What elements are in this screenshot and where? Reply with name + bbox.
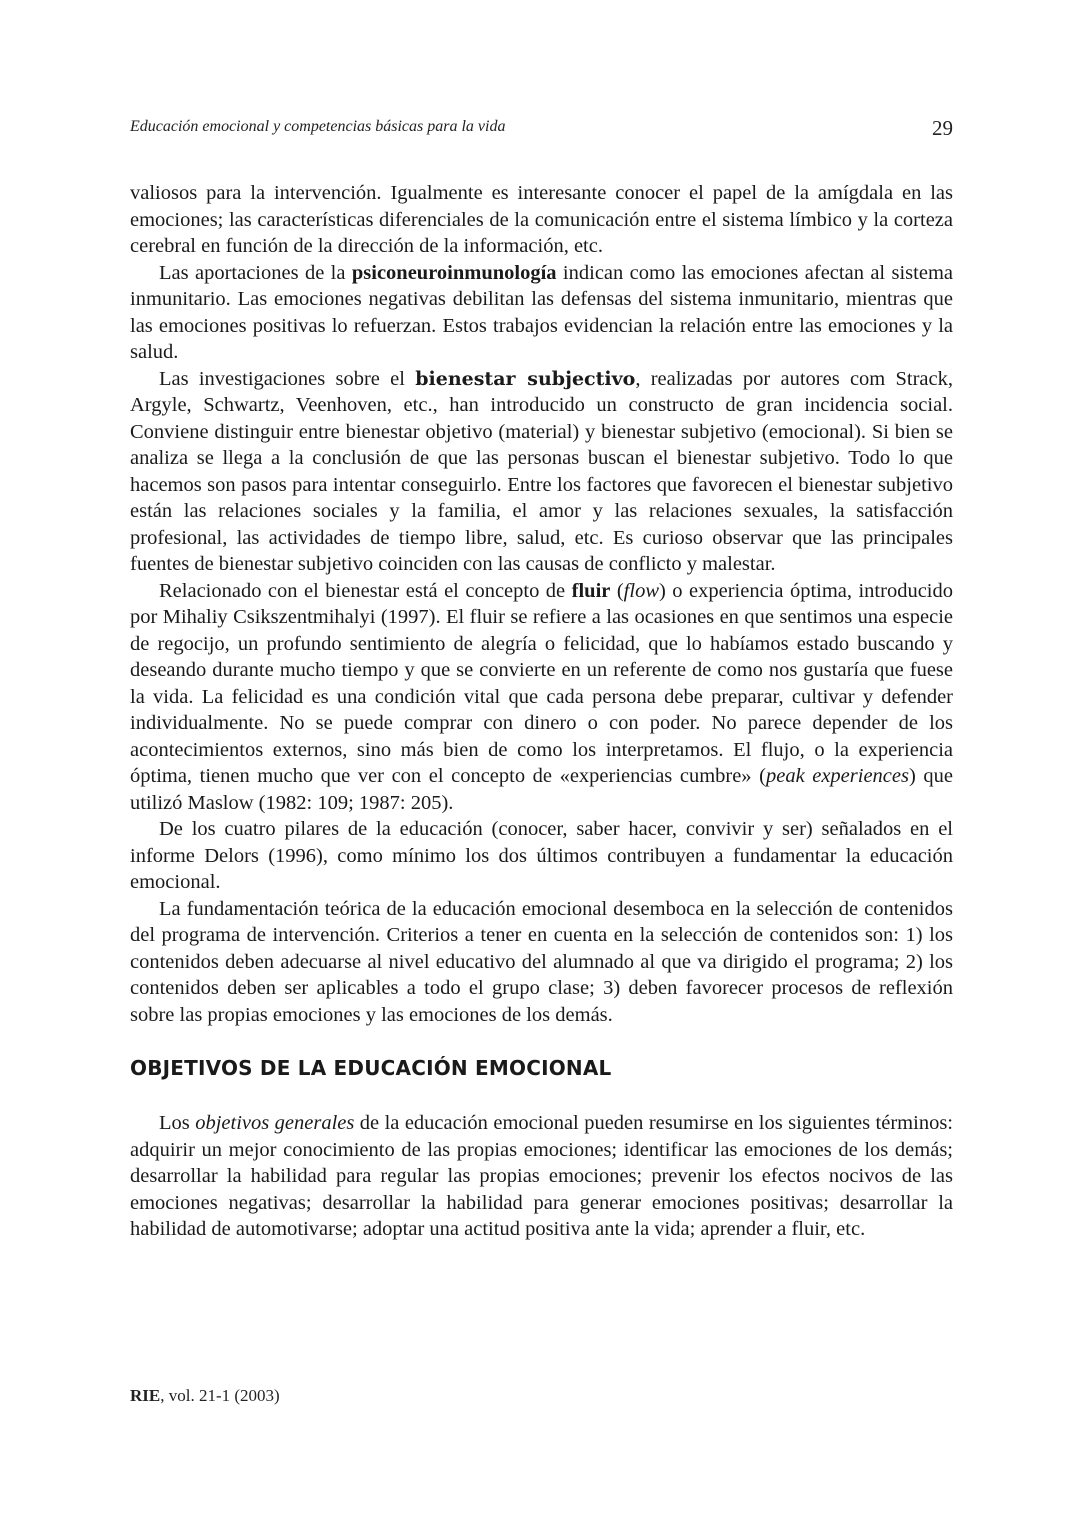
paragraph-delors: De los cuatro pilares de la educación (conocer, saber hacer, convivir y ser) señalados en el informe Delors (1996), como mínimo los dos últimos contribuyen a fundamentar la educación emocional. <box>130 818 953 893</box>
page-number: 29 <box>932 116 953 140</box>
text-run: indican como las emociones afectan al sistema inmunitario. Las emociones negativas debilitan las defensas del sistema inmunitario, mientras que las emociones positivas lo refuerzan. Estos trabajos evidencian la relación entre las emociones y la salud. <box>130 261 953 363</box>
paragraph-objetivos-generales <box>130 1110 953 1243</box>
term-objetivos-generales: objetivos generales <box>195 1112 355 1134</box>
text-run: ( <box>610 579 624 602</box>
text-run: Las investigaciones sobre el <box>159 367 416 390</box>
section-heading: OBJETIVOS DE LA EDUCACIÓN EMOCIONAL <box>130 1056 612 1080</box>
journal-name: RIE <box>130 1386 161 1405</box>
term-psiconeuroinmunologia: psiconeuroinmunología <box>351 261 557 284</box>
text-run: ) o experiencia óptima, introducido por Mihaliy Csikszentmihalyi (1997). El fluir se refiere a las ocasiones en que sentimos una especie de regocijo, un profundo sentimiento de alegría o felicidad, que lo habíamos estado buscando y deseando durante mucho tiempo y que se convierte en un referente de como nos gustaría que fuese la vida. La felicidad es una condición vital que cada persona debe preparar, cultivar y defender individualmente. No se puede comprar con dinero o con poder. No parece depender de los acontecimientos externos, sino más bien de como los interpretamos. El flujo, o la experiencia óptima, tienen mucho que ver con el concepto de «experiencias cumbre» ( <box>130 579 954 787</box>
text-run: de la educación emocional pueden resumirse en los siguientes términos: adquirir un mejor conocimiento de las propias emociones; identificar las emociones de los demás; desarrollar la habilidad para regular las propias emociones; prevenir los efectos nocivos de las emociones negativas; desarrollar la habilidad para generar emociones positivas; desarrollar la habilidad de automotivarse; adoptar una actitud positiva ante la vida; aprender a fluir, etc. <box>130 1112 953 1240</box>
term-fluir: fluir <box>571 579 611 602</box>
text-run: Los <box>159 1112 196 1134</box>
term-peak-experiences: peak experiences <box>765 765 909 787</box>
journal-issue: , vol. 21-1 (2003) <box>160 1386 280 1405</box>
paragraph-psiconeuroinmunologia <box>130 260 953 366</box>
running-header <box>130 116 953 146</box>
body-text <box>130 180 953 1243</box>
journal-footer <box>130 1386 280 1406</box>
paragraph-fluir <box>130 578 953 817</box>
text-run: Las aportaciones de la <box>159 261 352 284</box>
text-run: ) que utilizó Maslow (1982: 109; 1987: 205). <box>130 765 953 814</box>
term-flow: flow <box>623 579 659 602</box>
paragraph-intervention: valiosos para la intervención. Igualmente es interesante conocer el papel de la amígdala en las emociones; las características diferenciales de la comunicación entre el sistema límbico y la corteza cerebral en función de la dirección de la información, etc. <box>130 182 953 257</box>
term-bienestar-subjectivo: bienestar subjectivo <box>415 367 636 390</box>
running-title: Educación emocional y competencias básicas para la vida <box>130 118 506 135</box>
paragraph-contenidos: La fundamentación teórica de la educación emocional desemboca en la selección de contenidos del programa de intervención. Criterios a tener en cuenta en la selección de contenidos son: 1) los contenidos deben adecuarse al nivel educativo del alumnado al que va dirigido el programa; 2) los contenidos deben ser aplicables a todo el grupo clase; 3) deben favorecer procesos de reflexión sobre las propias emociones y las emociones de los demás. <box>130 897 953 1026</box>
paragraph-bienestar-subjetivo <box>130 366 953 578</box>
text-run: Relacionado con el bienestar está el concepto de <box>159 579 572 602</box>
text-run: , realizadas por autores com Strack, Argyle, Schwartz, Veenhoven, etc., han introducido un constructo de gran incidencia social. Conviene distinguir entre bienestar objetivo (material) y bienestar subjetivo (emocional). Si bien se analiza se llega a la conclusión de que las personas buscan el bienestar subjetivo. Todo lo que hacemos son pasos para intentar conseguirlo. Entre los factores que favorecen el bienestar subjetivo están las relaciones sociales y la familia, el amor y las relaciones sexuales, la satisfacción profesional, las actividades de tiempo libre, salud, etc. Es curioso observar que las principales fuentes de bienestar subjetivo coinciden con las causas de conflicto y malestar. <box>130 367 953 575</box>
